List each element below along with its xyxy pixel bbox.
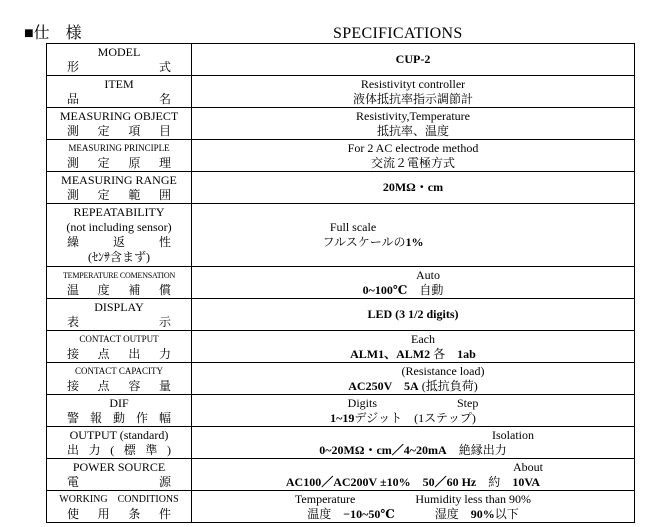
spec-row-contact-capacity: [47, 363, 635, 395]
value-jp: [192, 379, 634, 394]
value-en: [192, 492, 634, 507]
spec-row-measuring-object: [47, 108, 635, 140]
spec-row-contact-output: [47, 331, 635, 363]
label-cell: [47, 44, 192, 76]
value-jp-text: 約: [488, 474, 501, 489]
value-jp: 交流２電極方式: [370, 155, 455, 170]
label-jp: 使用条件: [67, 506, 171, 521]
value-jp: [192, 507, 634, 522]
label-jp: 温度補償: [67, 282, 171, 297]
spec-row-working-conditions: [47, 491, 635, 523]
label-en: CONTACT OUTPUT: [79, 333, 159, 344]
value-jp-text: デジット (1ステップ): [354, 410, 476, 425]
label-en: OUTPUT (standard): [69, 427, 169, 442]
label-en: MEASURING PRINCIPLE: [68, 142, 170, 153]
label-cell: [47, 299, 192, 331]
value-cell: 20MΩ・cm: [192, 172, 635, 204]
label-jp: 接点出力: [67, 346, 171, 361]
label-en: WORKING CONDITIONS: [59, 493, 179, 505]
label-jp: 電源: [67, 474, 171, 489]
value-cell: [192, 395, 635, 427]
value-en: (Resistance load): [401, 363, 485, 378]
label-cell: [47, 267, 192, 299]
spec-row-measuring-principle: [47, 140, 635, 172]
label-jp: 接点容量: [67, 378, 171, 393]
label-jp: 測定項目: [67, 123, 171, 138]
value-jp: [192, 235, 634, 250]
value-jp: [192, 347, 634, 362]
specifications-table: [46, 43, 635, 523]
label-en: TEMPERATURE COMENSATION: [62, 270, 176, 280]
value-cell: CUP-2: [192, 44, 635, 76]
value-cell: [192, 427, 635, 459]
section-mark-jp: ■仕 様: [24, 25, 82, 42]
spec-row-model: [47, 44, 635, 76]
value-cell: [192, 76, 635, 108]
spec-row-measuring-range: [47, 172, 635, 204]
value-temp-label: Temperature: [294, 491, 356, 506]
value-jp-text: 各: [433, 346, 446, 361]
label-jp: 品名: [67, 91, 171, 106]
value-cell: [192, 363, 635, 395]
value-en: Auto: [416, 267, 440, 282]
value-percent: 1%: [405, 235, 424, 249]
value-cell: [192, 108, 635, 140]
spec-row-repeatability: [47, 204, 635, 267]
value-jp-text: 絶縁出力: [458, 442, 507, 457]
label-cell: [47, 108, 192, 140]
label-en: ITEM: [104, 76, 134, 91]
label-en: DIF: [109, 395, 129, 410]
value-humidity-value: 90%: [470, 506, 495, 521]
value-en: Resistivityt controller: [360, 76, 466, 91]
label-cell: [47, 491, 192, 523]
value-jp-text: フルスケールの: [322, 235, 406, 249]
label-jp: 測定範囲: [67, 187, 171, 202]
section-header: [24, 24, 624, 44]
label-cell: [47, 331, 192, 363]
value-jp: [192, 411, 634, 426]
value-en: About: [513, 459, 543, 474]
value-jp-text: (抵抗負荷): [421, 378, 478, 393]
value-jp-text: 自動: [419, 282, 444, 297]
label-jp-note: (ｾﾝｻ含まず): [88, 250, 150, 264]
label-cell: [47, 204, 192, 267]
value-en: Resistivity,Temperature: [355, 108, 471, 123]
value-range: 0~100℃: [362, 282, 408, 297]
spec-row-temperature-compensation: [47, 267, 635, 299]
label-cell: [47, 172, 192, 204]
label-cell: [47, 140, 192, 172]
label-en: MEASURING OBJECT: [59, 108, 179, 123]
value-contact: 1ab: [457, 346, 476, 361]
value-temp-jp: 温度: [307, 506, 332, 521]
value-range: 1~19: [330, 410, 355, 425]
label-cell: [47, 76, 192, 108]
spec-row-output: [47, 427, 635, 459]
label-jp: 表示: [67, 314, 171, 329]
value-jp: 抵抗率、温度: [376, 123, 449, 138]
value-cell: LED (3 1/2 digits): [192, 299, 635, 331]
value-below-jp: 以下: [494, 506, 519, 521]
value-jp: [192, 283, 634, 298]
label-jp: 形式: [67, 59, 171, 74]
value-en: For 2 AC electrode method: [347, 140, 479, 155]
value-humidity-label: Humidity less than 90%: [415, 491, 532, 506]
value-cell: [192, 331, 635, 363]
value-humidity-jp: 湿度: [434, 506, 459, 521]
value-cell: [192, 491, 635, 523]
label-en-note: (not including sensor): [66, 220, 172, 234]
spec-row-dif: [47, 395, 635, 427]
value-en: Isolation: [492, 427, 534, 442]
label-en: POWER SOURCE: [72, 459, 166, 474]
label-cell: [47, 363, 192, 395]
label-en: DISPLAY: [94, 299, 144, 314]
value-power: 10VA: [512, 474, 541, 489]
value-digits-label: Digits: [347, 395, 377, 410]
value-cell: [192, 204, 635, 267]
label-jp: 出力(標準): [67, 442, 171, 457]
value-cell: [192, 140, 635, 172]
value-en: Full scale: [329, 220, 377, 234]
label-cell: [47, 395, 192, 427]
spec-row-display: [47, 299, 635, 331]
value-range: 0~20MΩ・cm／4~20mA: [319, 442, 447, 457]
label-jp: 繰返性: [67, 235, 171, 249]
label-en: CONTACT CAPACITY: [74, 365, 164, 376]
value-cell: [192, 459, 635, 491]
value-en: Each: [411, 331, 435, 346]
value-alarms: ALM1、ALM2: [350, 346, 431, 361]
value-voltage: AC100／AC200V ±10% 50／60 Hz: [285, 474, 477, 489]
label-en: MODEL: [97, 44, 141, 59]
value-cell: [192, 267, 635, 299]
section-title: SPECIFICATIONS: [333, 25, 463, 42]
value-jp: [192, 443, 634, 458]
value-jp: 液体抵抗率指示調節計: [352, 91, 473, 106]
label-cell: [47, 459, 192, 491]
label-jp: 警報動作幅: [67, 410, 171, 425]
label-en: MEASURING RANGE: [61, 172, 177, 187]
value-step-label: Step: [457, 395, 479, 410]
label-cell: [47, 427, 192, 459]
value-en: [192, 396, 634, 411]
value-rating: AC250V 5A: [348, 378, 419, 393]
value-jp: [192, 475, 634, 490]
spec-row-power-source: [47, 459, 635, 491]
value-temp-range: −10~50℃: [343, 506, 395, 521]
label-jp: 測定原理: [67, 155, 171, 170]
label-en: REPEATABILITY: [73, 205, 165, 219]
spec-row-item: [47, 76, 635, 108]
